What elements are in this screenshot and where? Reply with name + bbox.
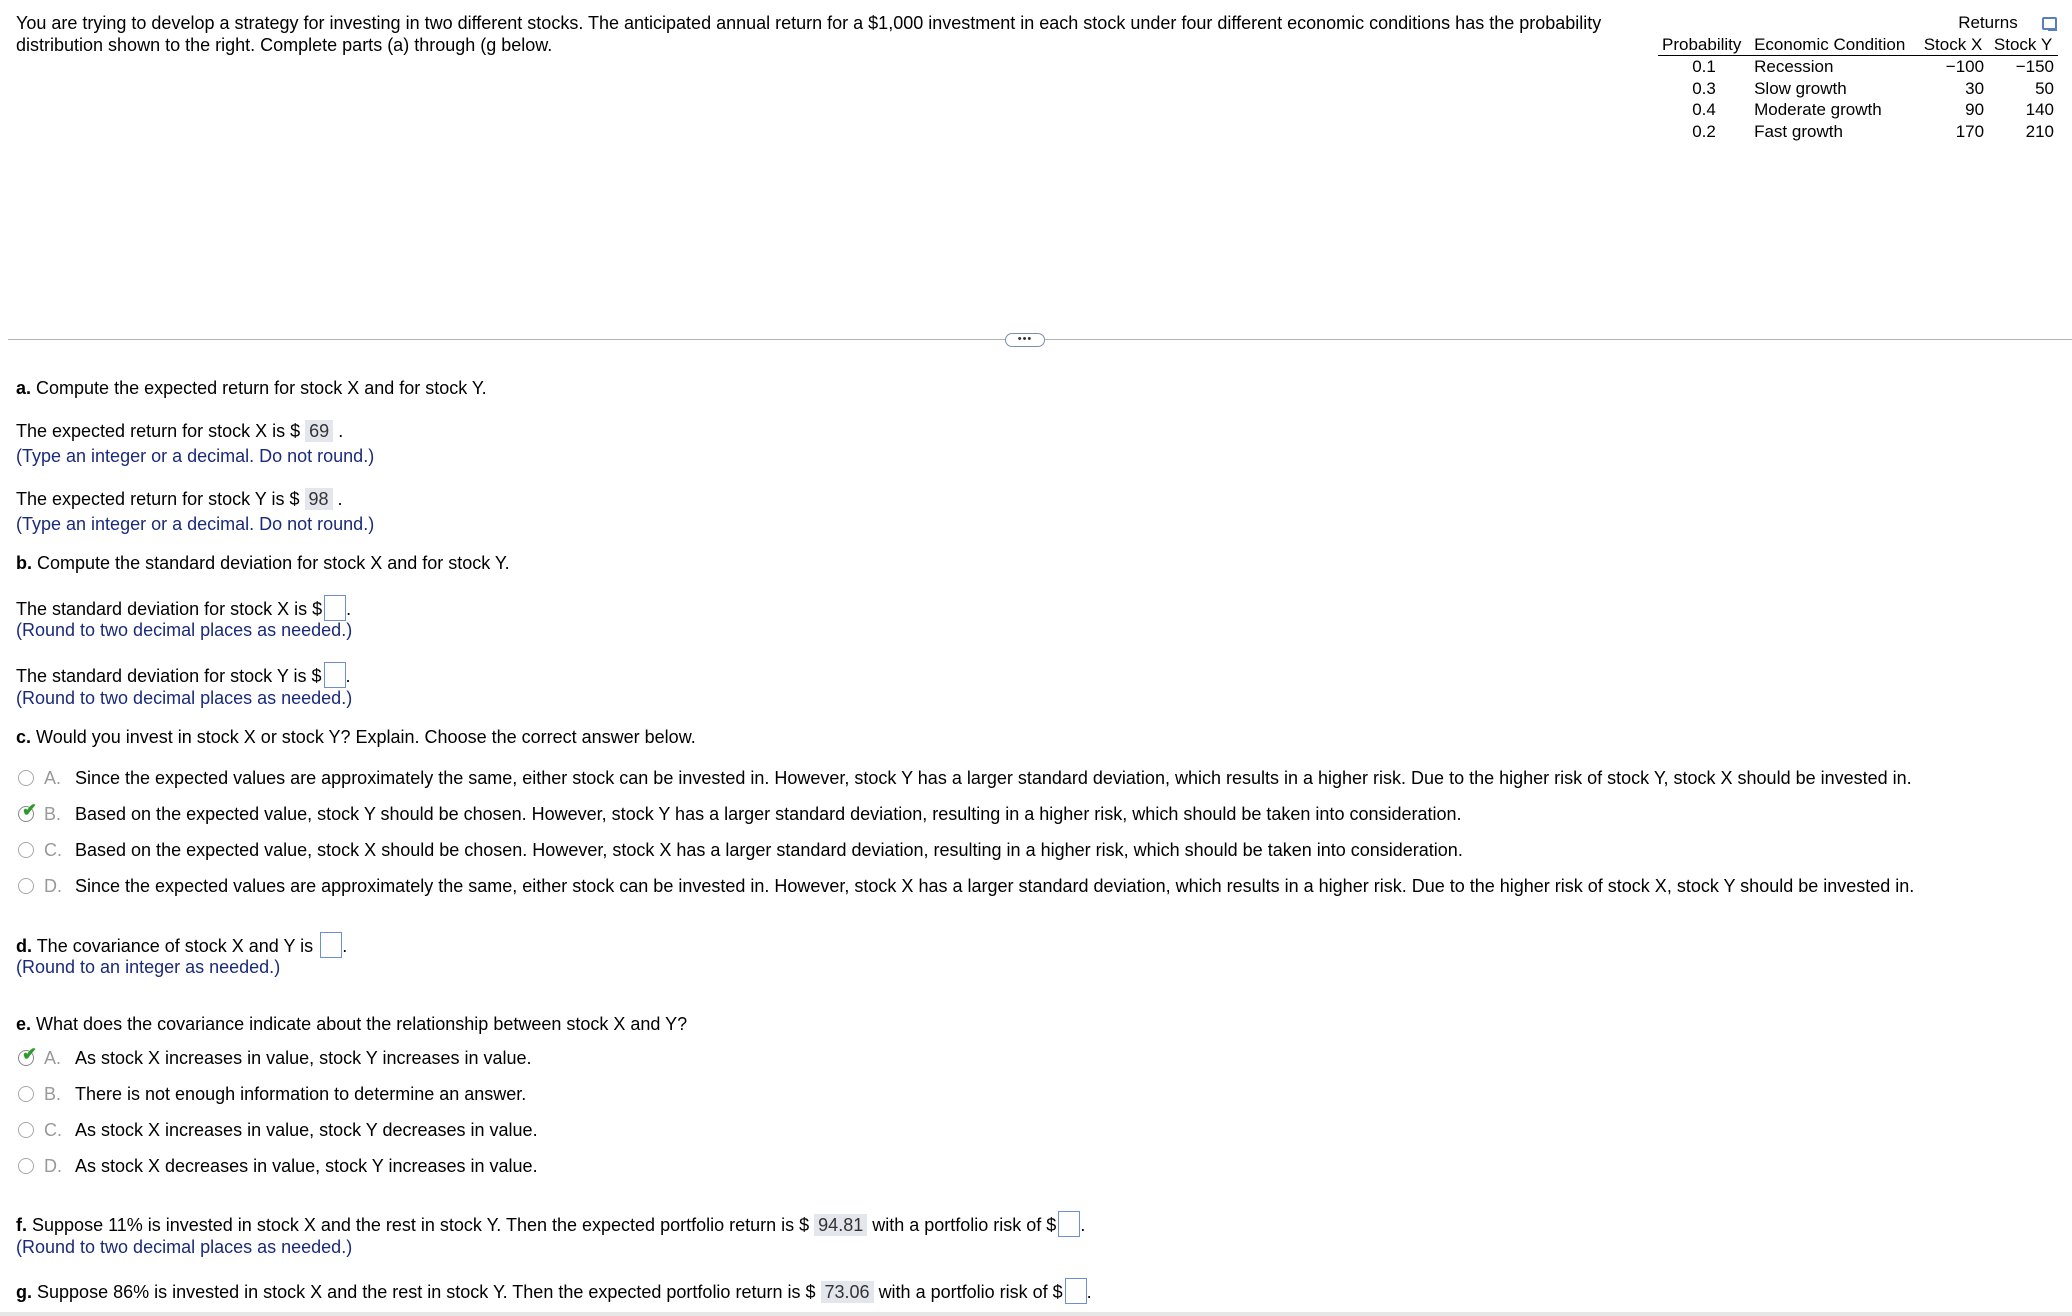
std-dev-y: The standard deviation for stock Y is $ . [16, 662, 351, 688]
covariance-input[interactable] [320, 932, 342, 958]
option-letter: A. [44, 768, 62, 788]
portfolio-g-risk-label: with a portfolio risk of $ [878, 1282, 1063, 1302]
cell-stock-y: 50 [2035, 78, 2054, 98]
covariance-label: The covariance of stock X and Y is [36, 936, 314, 956]
portfolio-f-risk-input[interactable] [1058, 1211, 1080, 1237]
part-e-question [16, 1013, 687, 1035]
part-e-label: e. [16, 1014, 32, 1034]
table-row [1658, 99, 2058, 121]
expand-more-button[interactable]: ••• [1005, 333, 1045, 347]
table-row [1658, 56, 2058, 78]
option-letter: C. [44, 1120, 62, 1140]
radio-button[interactable] [18, 1122, 34, 1138]
copy-icon[interactable] [2042, 17, 2057, 30]
cell-probability: 0.2 [1692, 121, 1716, 141]
option-text: As stock X increases in value, stock Y decreases in value. [75, 1120, 538, 1140]
part-g-label: g. [16, 1282, 32, 1302]
portfolio-f-hint: (Round to two decimal places as needed.) [16, 1237, 353, 1257]
expected-return-x-answer[interactable]: 69 [305, 420, 333, 442]
part-c-label: c. [16, 727, 32, 747]
problem-intro: You are trying to develop a strategy for investing in two different stocks. The anticipated annual return for a $1,000 investment in each stock under four different economic conditions has the probability distribution shown to the right. Complete parts (a) through (g below. [16, 13, 1602, 55]
part-b-label: b. [16, 553, 32, 573]
bottom-scroll-edge [0, 1312, 2072, 1316]
expected-return-y-hint: (Type an integer or a decimal. Do not round.) [16, 514, 375, 534]
part-c-question [16, 726, 696, 748]
std-dev-x-hint: (Round to two decimal places as needed.) [16, 620, 353, 640]
part-b-question [16, 552, 510, 574]
part-d-label: d. [16, 936, 32, 956]
option-letter: C. [44, 840, 62, 860]
expected-return-y-label: The expected return for stock Y is $ [16, 489, 300, 509]
covariance-line: d. The covariance of stock X and Y is . [16, 932, 347, 958]
returns-header: Returns [1958, 13, 2018, 32]
cell-condition: Recession [1754, 57, 1834, 76]
probability-table [1658, 12, 2058, 142]
cell-probability: 0.4 [1692, 100, 1716, 119]
covariance-hint: (Round to an integer as needed.) [16, 957, 281, 977]
cell-probability: 0.1 [1692, 57, 1716, 76]
col-economic-condition: Economic Condition [1750, 34, 1918, 56]
option-letter: D. [44, 876, 62, 896]
col-stock-x: Stock X [1918, 34, 1988, 56]
portfolio-g-line: g. Suppose 86% is invested in stock X and the rest in stock Y. Then the expected portfolio return is $ 73.06 with a portfolio risk of $ . [16, 1278, 1092, 1304]
expected-return-x: The expected return for stock X is $ 69 . [16, 421, 344, 441]
check-icon: ✔ [22, 800, 38, 820]
option-text: Based on the expected value, stock Y should be chosen. However, stock Y has a larger standard deviation, resulting in a higher risk, which should be taken into consideration. [75, 804, 1462, 824]
portfolio-f-risk-label: with a portfolio risk of $ [872, 1215, 1057, 1235]
part-a-label: a. [16, 378, 32, 398]
std-dev-x-input[interactable] [324, 595, 346, 621]
expected-return-y: The expected return for stock Y is $ 98 . [16, 489, 343, 509]
cell-condition: Fast growth [1754, 121, 1843, 141]
std-dev-y-label: The standard deviation for stock Y is $ [16, 666, 322, 686]
expected-return-y-answer[interactable]: 98 [305, 488, 333, 510]
portfolio-g-return-answer[interactable]: 73.06 [821, 1281, 874, 1303]
option-text: Based on the expected value, stock X should be chosen. However, stock X has a larger standard deviation, resulting in a higher risk, which should be taken into consideration. [75, 840, 1463, 860]
option-text: As stock X decreases in value, stock Y increases in value. [75, 1156, 538, 1176]
portfolio-g-risk-input[interactable] [1065, 1278, 1087, 1304]
part-a-text: Compute the expected return for stock X and for stock Y. [36, 378, 487, 398]
cell-stock-y: −150 [2015, 57, 2054, 76]
col-stock-y: Stock Y [1988, 34, 2058, 56]
option-letter: B. [44, 804, 62, 824]
radio-button[interactable] [18, 878, 34, 894]
part-e-text: What does the covariance indicate about the relationship between stock X and Y? [36, 1014, 688, 1034]
radio-button[interactable] [18, 1086, 34, 1102]
std-dev-x: The standard deviation for stock X is $ . [16, 595, 351, 621]
portfolio-f-return-answer[interactable]: 94.81 [814, 1214, 867, 1236]
option-text: Since the expected values are approximately the same, either stock can be invested in. However, stock Y has a larger standard deviation, which results in a higher risk. Due to the higher risk of stock Y, stock X should be invested in. [75, 768, 1912, 788]
option-text: As stock X increases in value, stock Y increases in value. [75, 1048, 532, 1068]
check-icon: ✔ [22, 1044, 38, 1064]
part-a-question [16, 377, 487, 399]
radio-button[interactable] [18, 770, 34, 786]
part-g-clip [0, 1270, 2072, 1316]
radio-button[interactable] [18, 1158, 34, 1174]
option-letter: D. [44, 1156, 62, 1176]
std-dev-y-hint: (Round to two decimal places as needed.) [16, 688, 353, 708]
cell-stock-x: −100 [1945, 57, 1985, 76]
option-letter: B. [44, 1084, 62, 1104]
portfolio-g-text: Suppose 86% is invested in stock X and the rest in stock Y. Then the expected portfolio return is $ [37, 1282, 816, 1302]
cell-condition: Slow growth [1754, 78, 1847, 98]
std-dev-y-input[interactable] [324, 662, 346, 688]
cell-stock-x: 170 [1955, 121, 1985, 141]
cell-stock-y: 140 [2025, 100, 2054, 119]
option-text: Since the expected values are approximately the same, either stock can be invested in. However, stock X has a larger standard deviation, which results in a higher risk. Due to the higher risk of stock X, stock Y should be invested in. [75, 876, 1915, 896]
cell-stock-x: 90 [1965, 100, 1985, 119]
portfolio-f-text: Suppose 11% is invested in stock X and the rest in stock Y. Then the expected portfolio return is $ [32, 1215, 810, 1235]
col-probability: Probability [1658, 34, 1750, 56]
part-b-text: Compute the standard deviation for stock X and for stock Y. [37, 553, 510, 573]
option-text: There is not enough information to determine an answer. [75, 1084, 527, 1104]
part-c-text: Would you invest in stock X or stock Y? Explain. Choose the correct answer below. [36, 727, 696, 747]
table-row [1658, 121, 2058, 143]
expected-return-x-hint: (Type an integer or a decimal. Do not round.) [16, 446, 375, 466]
table-row [1658, 78, 2058, 100]
cell-condition: Moderate growth [1754, 100, 1882, 119]
option-letter: A. [44, 1048, 62, 1068]
part-f-label: f. [16, 1215, 27, 1235]
cell-probability: 0.3 [1692, 78, 1716, 98]
radio-button[interactable] [18, 842, 34, 858]
portfolio-f-line: f. Suppose 11% is invested in stock X and the rest in stock Y. Then the expected portfolio return is $ 94.81 with a portfolio risk of $ . [16, 1211, 1085, 1237]
cell-stock-y: 210 [2025, 121, 2054, 141]
cell-stock-x: 30 [1965, 78, 1985, 98]
expected-return-x-label: The expected return for stock X is $ [16, 421, 301, 441]
std-dev-x-label: The standard deviation for stock X is $ [16, 599, 323, 619]
